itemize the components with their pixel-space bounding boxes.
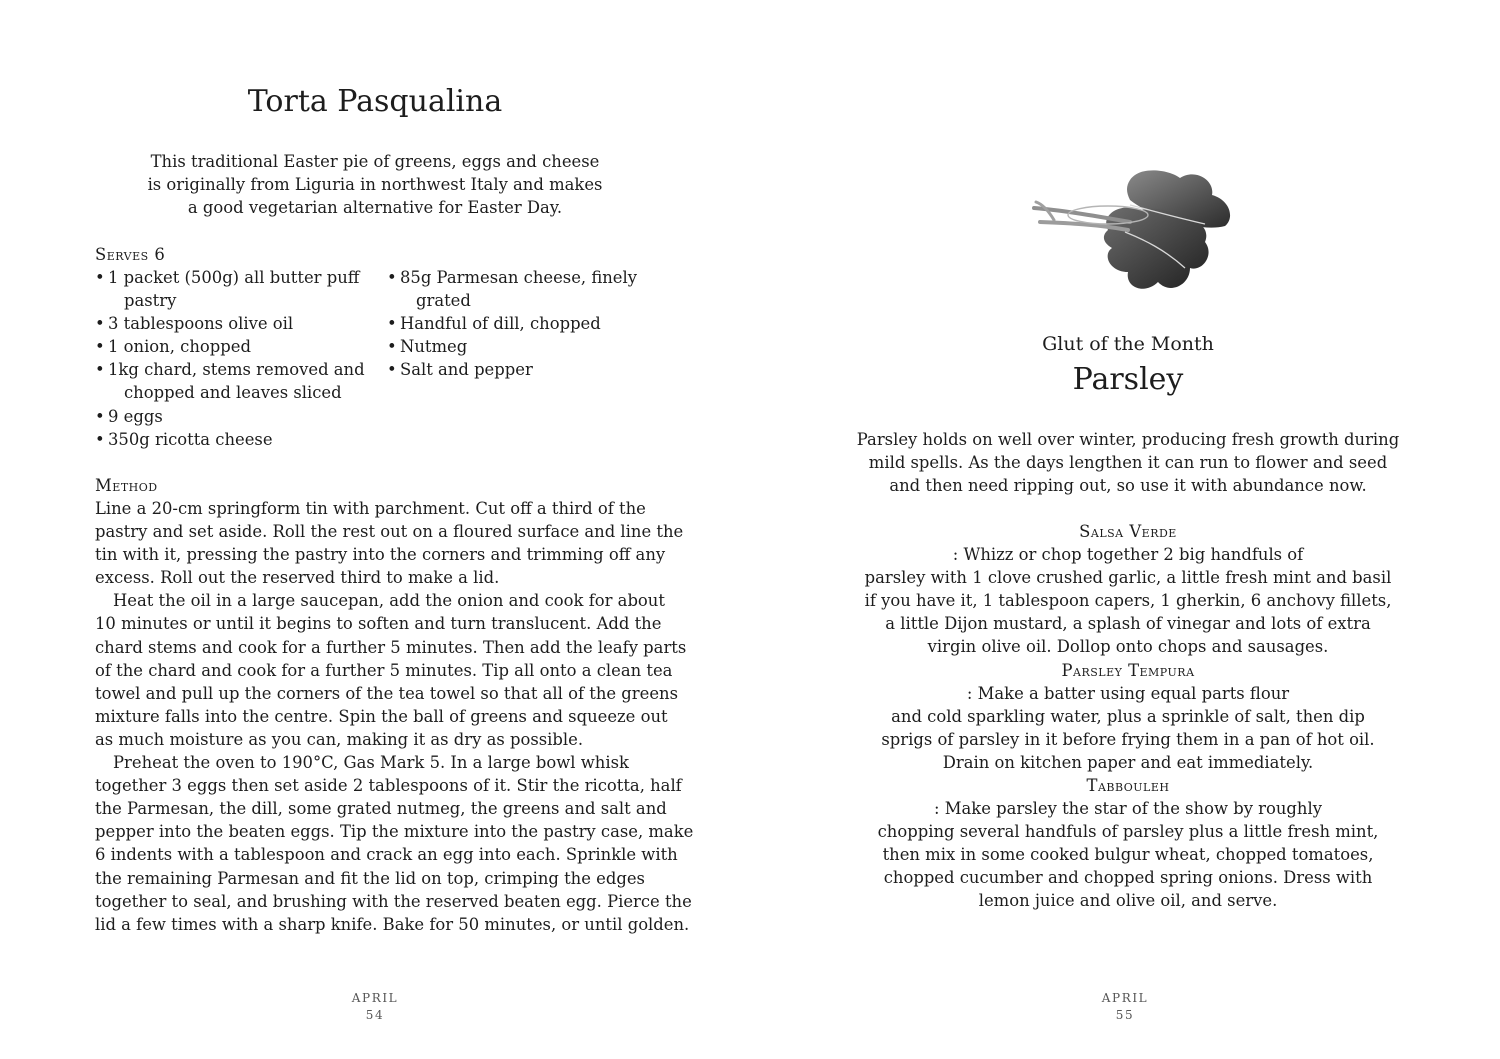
method-line: the remaining Parmesan and fit the lid on top, crimping the edges — [95, 868, 645, 888]
method-line: of the chard and cook for a further 5 minutes. Tip all onto a clean tea — [95, 660, 673, 680]
tempura-line: sprigs of parsley in it before frying them in a pan of hot oil. — [881, 730, 1375, 750]
bullet-icon: • — [387, 314, 397, 334]
folio-page-number: 55 — [1115, 1008, 1135, 1022]
salsa-line: if you have it, 1 tablespoon capers, 1 gherkin, 6 anchovy fillets, — [864, 591, 1392, 611]
tabbouleh-line: : Make parsley the star of the show by roughly — [934, 799, 1322, 819]
ingredient-text: 3 tablespoons olive oil — [108, 314, 294, 334]
ingredient-text: Salt and pepper — [400, 360, 533, 380]
salsa-first-line — [750, 520, 1500, 566]
salsa-verde-section — [750, 520, 1500, 659]
method-line: the Parmesan, the dill, some grated nutmeg, the greens and salt and — [95, 799, 667, 819]
method-line: Heat the oil in a large saucepan, add the onion and cook for about — [113, 591, 665, 611]
page-folio-right — [1075, 990, 1175, 1024]
method-line: 6 indents with a tablespoon and crack an egg into each. Sprinkle with — [95, 845, 678, 865]
ingredient-continuation: pastry — [124, 291, 177, 311]
tabbouleh-line: lemon juice and olive oil, and serve. — [978, 891, 1278, 911]
method-line: pastry and set aside. Roll the rest out on a floured surface and line the — [95, 522, 684, 542]
ingredient-text: 1kg chard, stems removed and — [108, 360, 365, 380]
right-page — [750, 0, 1500, 1059]
ingredient-item — [95, 358, 375, 404]
ingredient-text: 1 onion, chopped — [108, 337, 251, 357]
ingredient-continuation: grated — [416, 291, 471, 311]
tabbouleh-section — [750, 774, 1500, 913]
intro-line: and then need ripping out, so use it with abundance now. — [889, 476, 1367, 496]
method-text — [95, 497, 694, 936]
method-line: chard stems and cook for a further 5 minutes. Then add the leafy parts — [95, 637, 687, 657]
bullet-icon: • — [95, 360, 105, 380]
ingredient-text: 1 packet (500g) all butter puff — [108, 268, 360, 287]
recipe-intro — [0, 150, 750, 219]
parsley-tempura-section — [750, 659, 1500, 774]
tabbouleh-line: chopped cucumber and chopped spring onions. Dress with — [883, 868, 1373, 888]
ingredients-column-2 — [387, 266, 687, 381]
folio-page-number: 54 — [365, 1008, 385, 1022]
recipe-title: Torta Pasqualina — [247, 84, 503, 119]
method-line: tin with it, pressing the pastry into the corners and trimming off any — [95, 545, 666, 565]
glut-title: Parsley — [1072, 362, 1184, 397]
salsa-line: a little Dijon mustard, a splash of vinegar and lots of extra — [885, 614, 1371, 634]
ingredient-item — [387, 312, 687, 335]
bullet-icon: • — [95, 406, 105, 426]
tabbouleh-first-line — [750, 774, 1500, 820]
method-line: lid a few times with a sharp knife. Bake for 50 minutes, or until golden. — [95, 914, 690, 934]
intro-line: mild spells. As the days lengthen it can run to flower and seed — [868, 453, 1388, 473]
method-line: excess. Roll out the reserved third to make a lid. — [95, 568, 500, 588]
intro-line: is originally from Liguria in northwest Italy and makes — [147, 175, 603, 195]
ingredient-text: 350g ricotta cheese — [108, 429, 273, 449]
ingredient-item — [95, 266, 375, 312]
bullet-icon: • — [95, 314, 105, 334]
bullet-icon: • — [95, 429, 105, 449]
method-line: Preheat the oven to 190°C, Gas Mark 5. In a large bowl whisk — [113, 753, 629, 773]
ingredient-item — [95, 335, 375, 358]
bullet-icon: • — [387, 360, 397, 380]
method-line: pepper into the beaten eggs. Tip the mixture into the pastry case, make — [95, 822, 694, 842]
tempura-line: and cold sparkling water, plus a sprinkle of salt, then dip — [891, 707, 1365, 727]
tabbouleh-line: then mix in some cooked bulgur wheat, chopped tomatoes, — [882, 845, 1374, 865]
folio-month: APRIL — [1101, 991, 1149, 1005]
salsa-line: parsley with 1 clove crushed garlic, a little fresh mint and basil — [864, 568, 1392, 588]
intro-line: This traditional Easter pie of greens, eggs and cheese — [150, 152, 600, 171]
serves-label: Serves 6 — [95, 245, 166, 264]
page-folio-left — [325, 990, 425, 1024]
bullet-icon: • — [387, 337, 397, 357]
parsley-intro — [750, 428, 1500, 497]
ingredient-text: Handful of dill, chopped — [400, 314, 601, 334]
salsa-verde-label: Salsa Verde — [1079, 522, 1177, 541]
bullet-icon: • — [95, 337, 105, 357]
method-heading: Method — [95, 476, 158, 495]
ingredient-item — [95, 405, 375, 428]
ingredient-item — [387, 335, 687, 358]
glut-kicker: Glut of the Month — [1042, 333, 1214, 355]
method-line: Line a 20-cm springform tin with parchment. Cut off a third of the — [95, 499, 646, 518]
ingredients-column-1 — [95, 266, 375, 451]
tempura-line: : Make a batter using equal parts flour — [966, 684, 1290, 704]
ingredient-item — [387, 358, 687, 381]
folio-month: APRIL — [351, 991, 399, 1005]
parsley-tempura-label: Parsley Tempura — [1061, 661, 1195, 680]
chard-leaf-illustration — [1030, 160, 1240, 300]
tabbouleh-line: chopping several handfuls of parsley plus a little fresh mint, — [877, 822, 1379, 842]
ingredient-text: 9 eggs — [108, 406, 163, 426]
ingredient-item — [95, 428, 375, 451]
ingredient-continuation: chopped and leaves sliced — [124, 383, 342, 403]
ingredient-item — [95, 312, 375, 335]
bullet-icon: • — [95, 268, 105, 287]
salsa-line: virgin olive oil. Dollop onto chops and sausages. — [927, 637, 1329, 657]
salsa-line: : Whizz or chop together 2 big handfuls of — [952, 545, 1304, 565]
ingredient-text: 85g Parmesan cheese, finely — [400, 268, 638, 287]
intro-line: Parsley holds on well over winter, producing fresh growth during — [856, 430, 1400, 449]
method-line: together 3 eggs then set aside 2 tablespoons of it. Stir the ricotta, half — [95, 776, 682, 796]
method-line: 10 minutes or until it begins to soften and turn translucent. Add the — [95, 614, 662, 634]
tempura-first-line — [750, 659, 1500, 705]
method-line: together to seal, and brushing with the reserved beaten egg. Pierce the — [95, 891, 692, 911]
ingredient-item — [387, 266, 687, 312]
intro-line: a good vegetarian alternative for Easter Day. — [187, 198, 563, 218]
bullet-icon: • — [387, 268, 397, 287]
method-line: towel and pull up the corners of the tea towel so that all of the greens — [95, 683, 678, 703]
tempura-line: Drain on kitchen paper and eat immediately. — [942, 753, 1314, 773]
method-line: as much moisture as you can, making it as dry as possible. — [95, 729, 584, 749]
tabbouleh-label: Tabbouleh — [1086, 776, 1170, 795]
method-line: mixture falls into the centre. Spin the ball of greens and squeeze out — [95, 706, 668, 726]
ingredient-text: Nutmeg — [400, 337, 468, 357]
